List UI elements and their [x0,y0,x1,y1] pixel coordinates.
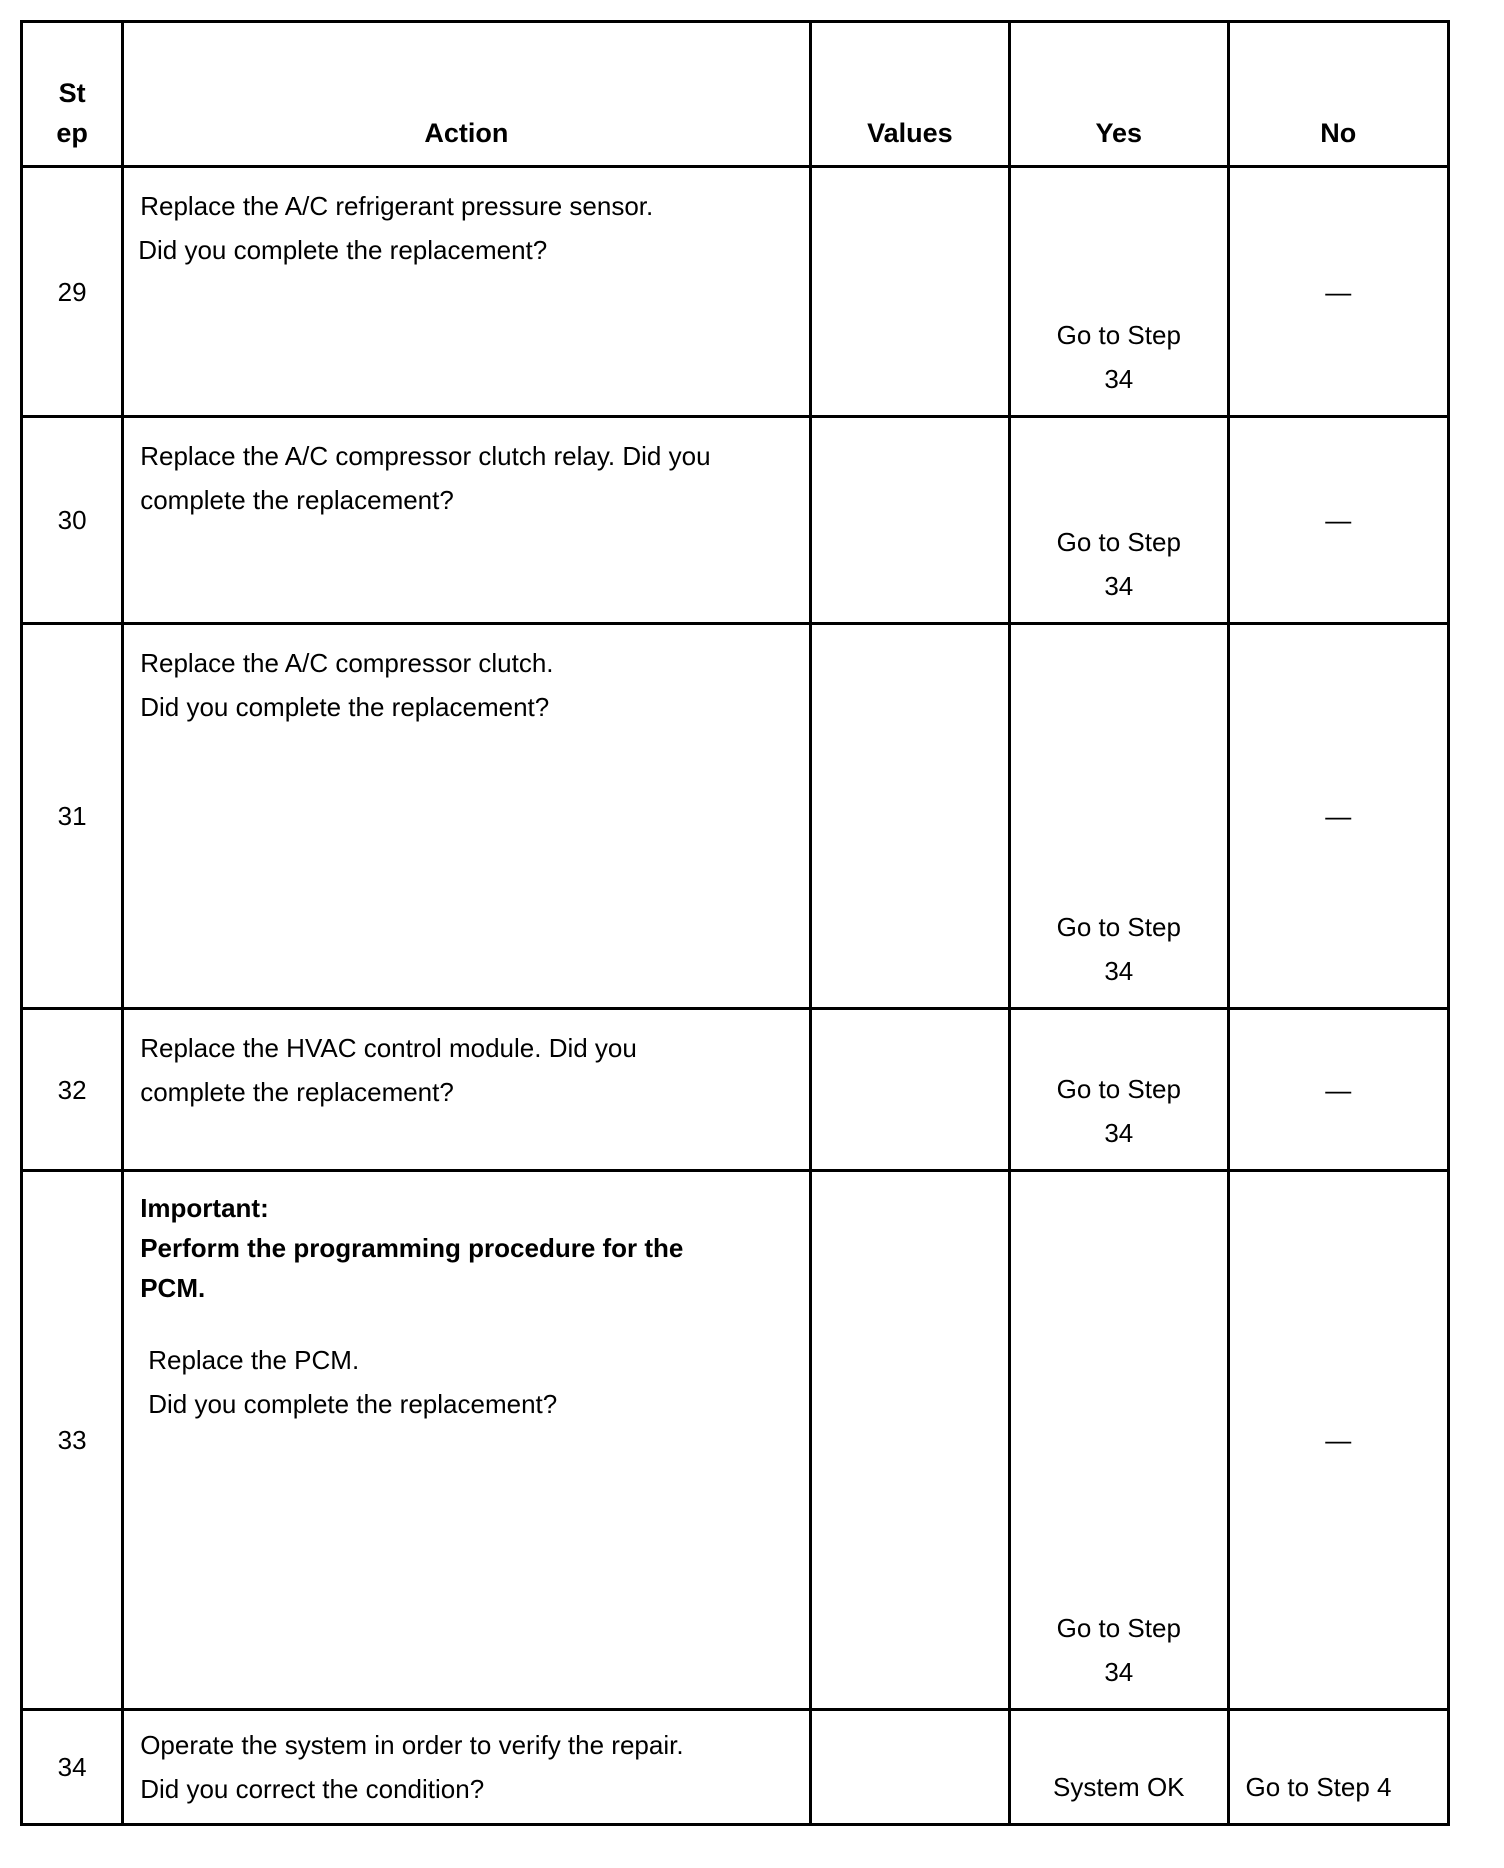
action-line: Did you complete the replacement? [140,692,550,722]
header-action-label: Action [424,118,509,148]
action-line: Did you correct the condition? [140,1774,485,1804]
header-step-line1: St [58,78,86,108]
important-text: PCM. [140,1273,206,1303]
header-yes-label: Yes [1095,118,1143,148]
values-cell [810,624,1009,1009]
action-cell [123,624,810,1009]
step-cell [22,624,123,1009]
table-row [22,624,1449,1009]
yes-line: Go to Step [1056,320,1181,350]
step-cell [22,1710,123,1825]
values-cell [810,1710,1009,1825]
no-cell [1228,417,1449,624]
action-cell [123,1009,810,1171]
no-text: — [1325,1074,1352,1105]
yes-cell [1010,167,1228,417]
yes-cell [1010,1009,1228,1171]
action-cell [123,1171,810,1710]
no-text: — [1325,505,1352,535]
yes-line: Go to Step [1056,1613,1181,1643]
step-number: 32 [57,1074,87,1105]
step-number: 29 [57,276,87,307]
step-number: 31 [57,801,87,831]
values-cell [810,1009,1009,1171]
header-step-line2: ep [56,118,88,148]
yes-cell [1010,624,1228,1009]
no-cell [1228,1710,1449,1825]
action-line: Did you complete the replacement? [138,235,548,265]
table-row [22,1009,1449,1171]
yes-cell [1010,417,1228,624]
yes-line: 34 [1104,1118,1134,1148]
yes-line: 34 [1104,571,1134,601]
table-row [22,417,1449,624]
step-number: 33 [57,1425,87,1455]
action-cell [123,417,810,624]
values-cell [810,167,1009,417]
step-number: 34 [57,1752,87,1782]
step-cell [22,417,123,624]
table-header-row [22,22,1449,167]
diagnostic-table [20,20,1450,1826]
table-row [22,1171,1449,1710]
yes-cell [1010,1710,1228,1825]
action-line: Did you complete the replacement? [148,1389,558,1419]
yes-line: 34 [1104,364,1134,394]
no-cell [1228,1171,1449,1710]
header-action [123,22,810,167]
action-line: Replace the PCM. [148,1345,360,1375]
header-values [810,22,1009,167]
header-step [22,22,123,167]
action-line: complete the replacement? [140,1077,454,1107]
values-cell [810,1171,1009,1710]
header-no-label: No [1320,118,1357,148]
action-line: Replace the A/C compressor clutch relay. Did you [140,441,711,471]
header-values-label: Values [867,118,953,148]
action-line: Replace the HVAC control module. Did you [140,1033,637,1063]
action-line: Replace the A/C compressor clutch. [140,648,554,678]
step-cell [22,167,123,417]
table-row [22,1710,1449,1825]
action-cell [123,167,810,417]
action-line: complete the replacement? [140,485,454,515]
action-cell [123,1710,810,1825]
yes-line: System OK [1053,1772,1185,1802]
important-text: Perform the programming procedure for the [140,1233,684,1263]
no-cell [1228,624,1449,1009]
no-cell [1228,1009,1449,1171]
yes-line: 34 [1104,956,1134,986]
step-cell [22,1009,123,1171]
yes-line: Go to Step [1056,912,1181,942]
header-no [1228,22,1449,167]
no-text: — [1325,801,1352,831]
header-yes [1010,22,1228,167]
yes-line: Go to Step [1056,1074,1181,1104]
yes-line: 34 [1104,1657,1134,1687]
no-text: Go to Step 4 [1245,1772,1392,1802]
no-text: — [1325,1425,1352,1455]
action-line: Operate the system in order to verify the repair. [140,1730,684,1760]
important-label: Important: [140,1193,269,1223]
no-text: — [1325,276,1352,307]
action-line: Replace the A/C refrigerant pressure sensor. [140,191,654,221]
step-cell [22,1171,123,1710]
yes-line: Go to Step [1056,527,1181,557]
yes-cell [1010,1171,1228,1710]
step-number: 30 [57,505,87,535]
values-cell [810,417,1009,624]
table-row [22,167,1449,417]
no-cell [1228,167,1449,417]
